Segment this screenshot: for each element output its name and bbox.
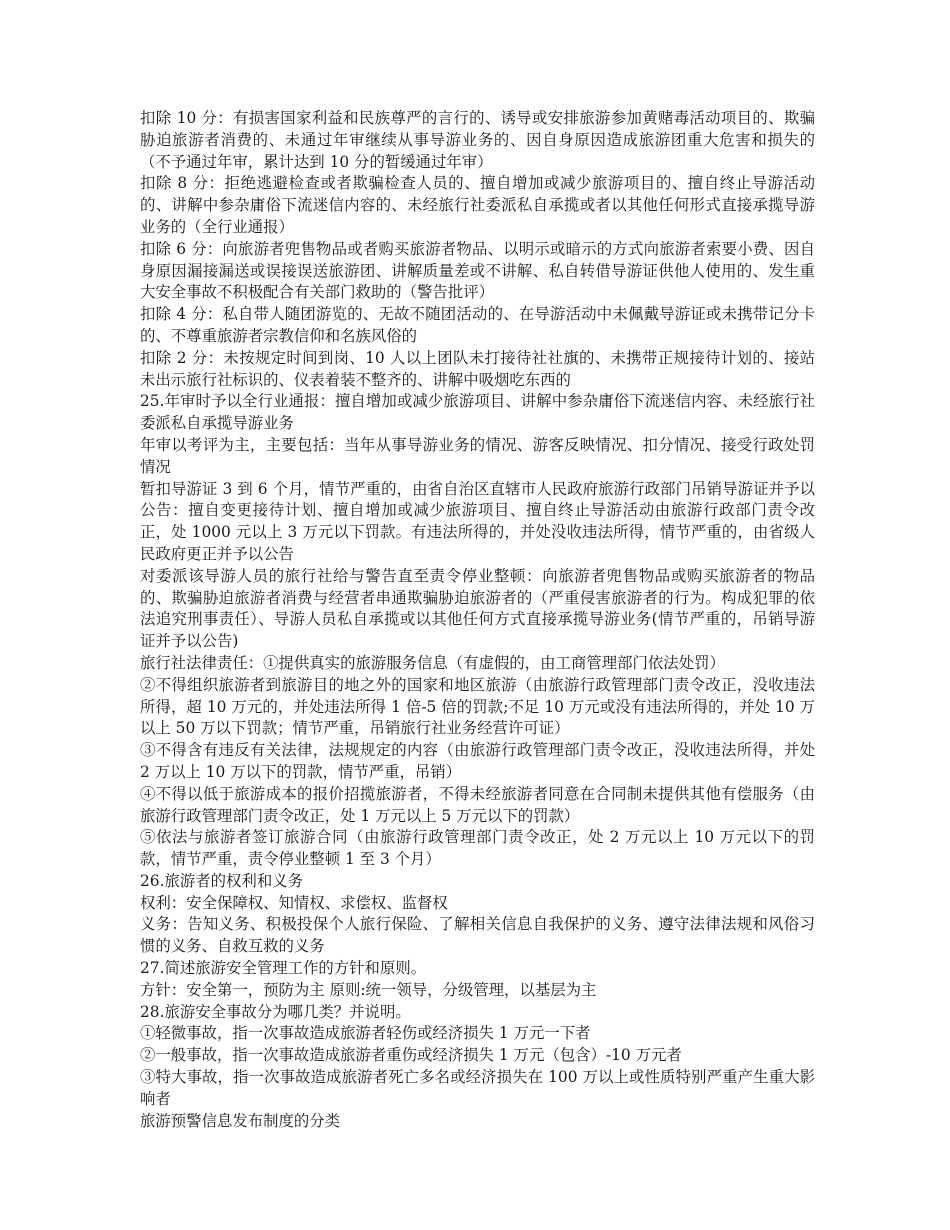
paragraph-accident-minor: ①轻微事故，指一次事故造成旅游者轻伤或经济损失 1 万元一下者 (140, 1024, 591, 1043)
paragraph-deduct-8: 扣除 8 分：拒绝逃避检查或者欺骗检查人员的、擅自增加或减少旅游项目的、擅自终止导游活动的、讲解中参杂庸俗下流迷信内容的、未经旅行社委派私自承揽或者以其他任何形式直接承揽导游业务的（全行业通报） (140, 174, 815, 236)
heading-item-26: 26.旅游者的权利和义务 (140, 871, 303, 890)
paragraph-deduct-10: 扣除 10 分：有损害国家利益和民族尊严的言行的、诱导或安排旅游参加黄赌毒活动项目的、欺骗胁迫旅游者消费的、未通过年审继续从事导游业务的、因自身原因造成旅游团重大危害和损失的（不予通过年审，累计达到 10 分的暂缓通过年审） (140, 109, 815, 171)
paragraph-agency-liability-5: ⑤依法与旅游者签订旅游合同（由旅游行政管理部门责令改正，处 2 万元以上 10 万元以下的罚款，情节严重，责令停业整顿 1 至 3 个月） (140, 828, 815, 869)
paragraph-agency-warning: 对委派该导游人员的旅行社给与警告直至责令停业整顿：向旅游者兜售物品或购买旅游者的物品的、欺骗胁迫旅游者消费与经营者串通欺骗胁迫旅游者的（严重侵害旅游者的行为。构成犯罪的依法追究刑事责任）、导游人员私自承揽或以其他任何方式直接承揽导游业务(情节严重的，吊销导游证并予以公告) (140, 566, 815, 651)
paragraph-accident-general: ②一般事故，指一次事故造成旅游者重伤或经济损失 1 万元（包含）-10 万元者 (140, 1046, 682, 1065)
paragraph-annual-review: 年审以考评为主，主要包括：当年从事导游业务的情况、游客反映情况、扣分情况、接受行政处罚情况 (140, 435, 815, 476)
paragraph-agency-liability-1: 旅行社法律责任：①提供真实的旅游服务信息（有虚假的，由工商管理部门依法处罚） (140, 653, 725, 672)
paragraph-deduct-2: 扣除 2 分：未按规定时间到岗、10 人以上团队未打接待社社旗的、未携带正规接待计划的、接站未出示旅行社标识的、仪表着装不整齐的、讲解中吸烟吃东西的 (140, 348, 815, 389)
paragraph-license-suspension: 暂扣导游证 3 到 6 个月，情节严重的，由省自治区直辖市人民政府旅游行政部门吊销导游证并予以公告：擅自变更接待计划、擅自增加或减少旅游项目、擅自终止导游活动由旅游行政部门责令改正，处 1000 元以上 3 万元以下罚款。有违法所得的，并处没收违法所得，情节严重的，由省级人民政府更正并予以公告 (140, 479, 815, 563)
paragraph-item-25: 25.年审时予以全行业通报：擅自增加或减少旅游项目、讲解中参杂庸俗下流迷信内容、未经旅行社委派私自承揽导游业务 (140, 392, 815, 433)
heading-item-27: 27.简述旅游安全管理工作的方针和原则。 (140, 959, 427, 978)
paragraph-warning-system: 旅游预警信息发布制度的分类 (140, 1111, 341, 1130)
paragraph-tourist-rights: 权利：安全保障权、知情权、求偿权、监督权 (140, 893, 448, 912)
paragraph-agency-liability-2: ②不得组织旅游者到旅游目的地之外的国家和地区旅游（由旅游行政管理部门责令改正，没收违法所得，超 10 万元的，并处违法所得 1 倍-5 倍的罚款;不足 10 万元或没有违法所得的，并处 10 万以上 50 万以下罚款；情节严重，吊销旅行社业务经营许可证） (140, 675, 815, 738)
paragraph-accident-major: ③特大事故，指一次事故造成旅游者死亡多名或经济损失在 100 万以上或性质特别严重产生重大影响者 (140, 1068, 815, 1108)
paragraph-agency-liability-4: ④不得以低于旅游成本的报价招揽旅游者，不得未经旅游者同意在合同制未提供其他有偿服务（由旅游行政管理部门责令改正，处 1 万元以上 5 万元以下的罚款） (140, 784, 815, 825)
paragraph-tourist-duties: 义务：告知义务、积极投保个人旅行保险、了解相关信息自我保护的义务、遵守法律法规和风俗习惯的义务、自救互救的义务 (140, 915, 815, 956)
heading-item-28: 28.旅游安全事故分为哪几类？并说明。 (140, 1002, 411, 1021)
document-body (140, 108, 815, 1132)
paragraph-deduct-4: 扣除 4 分：私自带人随团游览的、无故不随团活动的、在导游活动中未佩戴导游证或未携带记分卡的、不尊重旅游者宗教信仰和名族风俗的 (140, 305, 815, 345)
paragraph-deduct-6: 扣除 6 分：向旅游者兜售物品或者购买旅游者物品、以明示或暗示的方式向旅游者索要小费、因自身原因漏接漏送或误接误送旅游团、讲解质量差或不讲解、私自转借导游证供他人使用的、发生重大安全事故不积极配合有关部门救助的（警告批评） (140, 239, 815, 302)
paragraph-safety-policy: 方针：安全第一，预防为主 原则:统一领导，分级管理，以基层为主 (140, 980, 597, 999)
paragraph-agency-liability-3: ③不得含有违反有关法律，法规规定的内容（由旅游行政管理部门责令改正，没收违法所得，并处 2 万以上 10 万以下的罚款，情节严重，吊销） (140, 741, 815, 781)
